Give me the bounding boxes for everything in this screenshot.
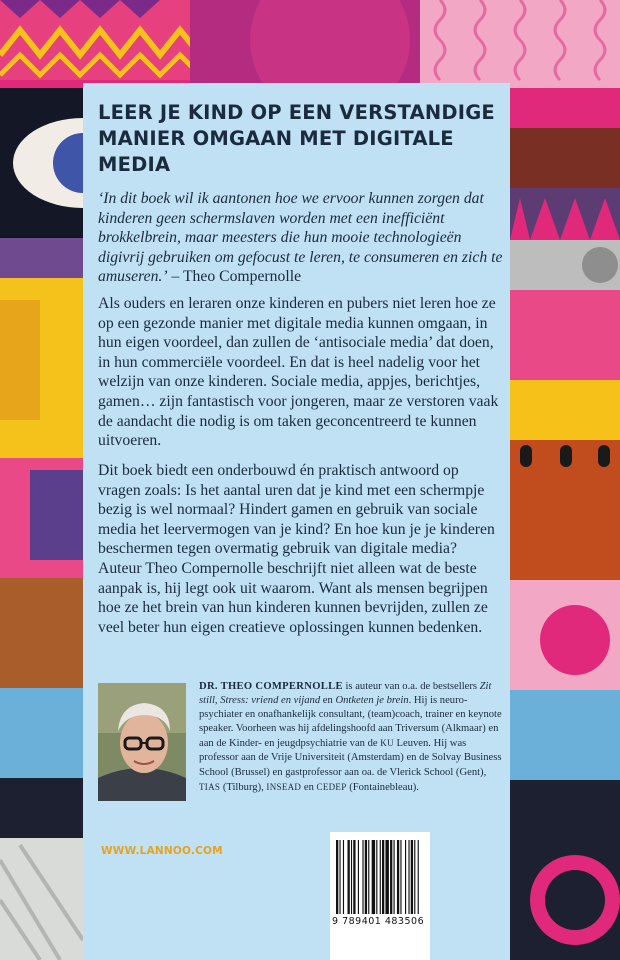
barcode-bar bbox=[394, 840, 395, 914]
description-paragraph-2: Dit boek biedt een onderbouwd én praktisch antwoord op vragen zoals: Is het aantal uren dat je kind met een schermpje bezig is wel normaal? Hindert gamen en gebruik van sociale media het leervermogen van je kind? En hoe kun je je kinderen beschermen tegen overmatig gebruik van digitale media? Auteur Theo Compernolle beschrijft niet alleen wat de beste aanpak is, hij legt ook uit waarom. Want als mensen begrijpen hoe ze het brein van hun kinderen kunnen bevrijden, zullen ze veel beter hun eigen creatieve oplossingen kunnen bedenken. bbox=[98, 462, 495, 636]
bio-abbr: TIAS bbox=[199, 781, 221, 792]
bio-text: . Hij is neuro-psychiater en onafhankelijk consultant, (team)coach, trainer en keynote speaker. Voorheen was hij afdelingshoofd aan Triversum (Alkmaar) en aan de Kinder- en jeugdpsychiatrie van de bbox=[199, 695, 502, 750]
barcode-bar bbox=[348, 840, 350, 914]
barcode-bar bbox=[382, 840, 384, 914]
bio-abbr: CEDEP bbox=[316, 781, 347, 792]
bio-book-title: Ontketen je brein bbox=[335, 695, 409, 707]
barcode-bar bbox=[400, 840, 401, 914]
barcode-bar bbox=[380, 840, 381, 914]
barcode-icon bbox=[330, 832, 430, 916]
barcode-bar bbox=[368, 840, 369, 914]
barcode-bar bbox=[358, 840, 359, 914]
author-bio bbox=[199, 680, 504, 795]
bio-text: , bbox=[214, 695, 221, 707]
bio-abbr: INSEAD bbox=[266, 781, 302, 792]
barcode-bar bbox=[385, 840, 388, 914]
description-paragraph-1: Als ouders en leraren onze kinderen en pubers niet leren hoe ze op een gezonde manier met digitale media kunnen omgaan, in hun eigen voordeel, dan zullen de ‘antisociale media’ dat doen, in hun commerciële voordeel. En dat is heel nadelig voor het welzijn van onze kinderen. Sociale media, appjes, berichtjes, gamen… zijn fantastisch voor jongeren, maar ze verstoren vaak de aandacht die nodig is om taken geconcentreerd te kunnen uitvoeren. bbox=[98, 295, 499, 450]
barcode-bar bbox=[339, 840, 340, 914]
quote-attribution: – Theo Compernolle bbox=[167, 268, 302, 286]
bio-text: en bbox=[301, 781, 317, 793]
barcode-bar bbox=[353, 840, 355, 914]
bio-text: is auteur van o.a. de bestsellers bbox=[342, 681, 480, 692]
barcode-bar bbox=[405, 840, 406, 914]
bio-text: (Tilburg), bbox=[220, 781, 267, 793]
barcode-bar bbox=[390, 840, 392, 914]
bio-book-title: Stress: vriend en vijand bbox=[220, 695, 321, 707]
bio-book-title: Zit still bbox=[199, 681, 492, 707]
bio-text: en bbox=[320, 695, 336, 707]
isbn-barcode bbox=[330, 832, 430, 960]
barcode-bar bbox=[362, 840, 363, 914]
barcode-bar bbox=[397, 840, 399, 914]
barcode-bar bbox=[365, 840, 367, 914]
barcode-bar bbox=[414, 840, 415, 914]
bio-abbr: KU bbox=[380, 738, 394, 749]
bio-text: Leuven. Hij was professor aan de Vrije Universiteit (Amsterdam) en de Solvay Business School (Brussel) en gastprofessor aan oa. de Vlerick School (Gent), bbox=[199, 738, 502, 778]
barcode-bar bbox=[408, 840, 409, 914]
isbn-number: 9 789401 483506 bbox=[332, 916, 425, 927]
barcode-bar bbox=[336, 840, 338, 914]
barcode-bar bbox=[418, 840, 419, 914]
author-quote bbox=[98, 189, 503, 287]
author-name: DR. THEO COMPERNOLLE bbox=[199, 681, 343, 692]
barcode-bar bbox=[376, 840, 377, 914]
bio-text: (Fontainebleau). bbox=[346, 781, 419, 793]
publisher-url: WWW.LANNOO.COM bbox=[101, 845, 223, 857]
author-photo bbox=[98, 683, 186, 801]
back-cover-text-panel bbox=[83, 83, 510, 960]
barcode-bar bbox=[411, 840, 413, 914]
barcode-bar bbox=[343, 840, 344, 914]
quote-text: ‘In dit boek wil ik aantonen hoe we ervoor kunnen zorgen dat kinderen geen schermslaven worden met een inefficiënt brokkelbrein, maar meesters die hun mooie technologieën digivrij gebruiken om gefocust te leren, te consumeren en zich te amuseren.’ bbox=[98, 190, 503, 286]
cover-heading: LEER JE KIND OP EEN VERSTANDIGE MANIER OMGAAN MET DIGITALE MEDIA bbox=[98, 101, 495, 176]
barcode-bar bbox=[372, 840, 375, 914]
barcode-bar bbox=[351, 840, 352, 914]
